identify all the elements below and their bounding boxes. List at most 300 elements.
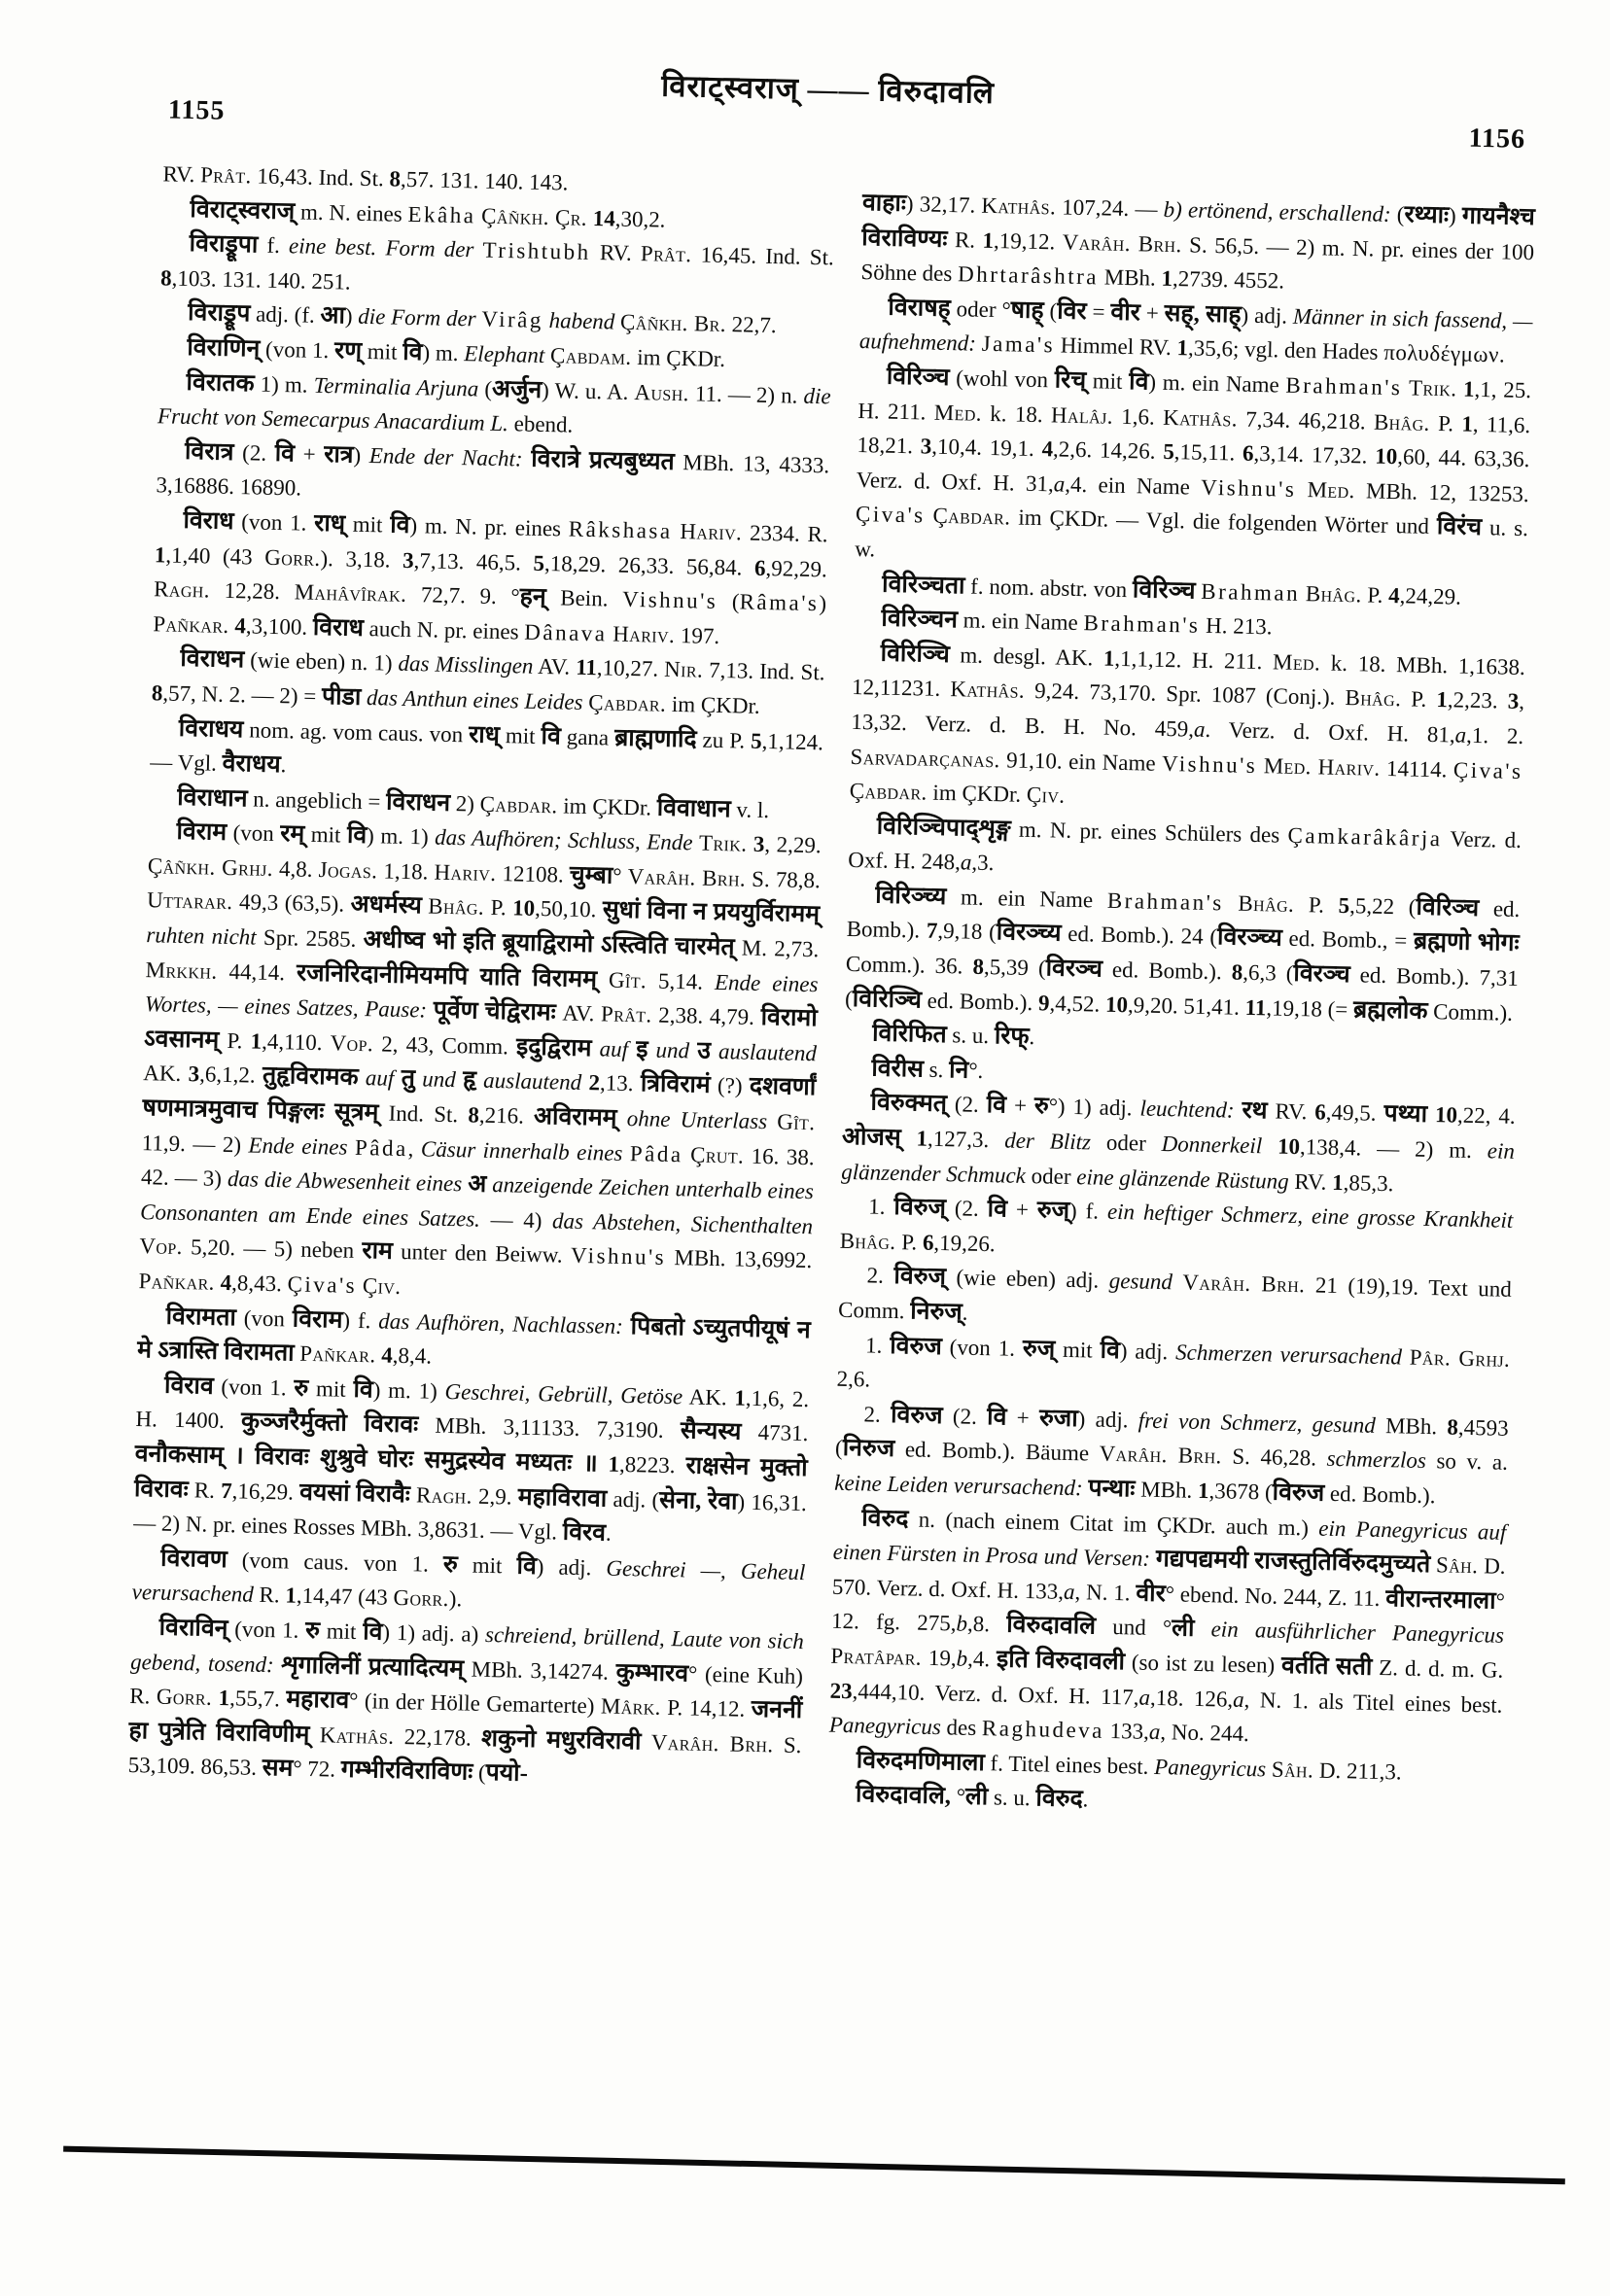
roman-text: ,55,7.	[228, 1686, 287, 1712]
devanagari-text: शकुनो मधुरविरावी	[480, 1724, 642, 1756]
roman-text: Comm.).	[1427, 998, 1514, 1026]
roman-text: ,22, 4.	[1456, 1103, 1516, 1130]
proper-name: Brahman's	[1106, 887, 1225, 916]
italic-text: a	[1063, 1579, 1075, 1604]
roman-text: 197.	[674, 622, 720, 648]
roman-text: oder	[1090, 1130, 1162, 1157]
bold-ref-number: 5	[1338, 892, 1350, 919]
roman-text: 1,18.	[377, 858, 435, 885]
bold-ref-number: 1	[218, 1686, 230, 1711]
roman-text: 2,9.	[472, 1483, 519, 1510]
devanagari-text: रजनिरिदानीमियमपि याति विरामम्	[296, 959, 598, 992]
devanagari-text: अधर्मस्य	[350, 891, 423, 920]
source-abbrev: Mahâvîrak.	[294, 579, 407, 608]
devanagari-text: विरिफित	[871, 1020, 947, 1049]
source-abbrev: Bhâg.	[1373, 409, 1431, 435]
source-abbrev: Bhâg.	[839, 1228, 896, 1254]
roman-text: mit	[304, 821, 348, 848]
devanagari-text: चुम्बा	[569, 861, 613, 889]
roman-text: ,216.	[478, 1102, 535, 1129]
devanagari-text: गम्भीरविराविणः	[340, 1757, 473, 1787]
roman-text: P. 14,12.	[660, 1695, 752, 1722]
italic-text: a	[1053, 471, 1066, 497]
italic-text: b	[956, 1611, 968, 1637]
proper-name: Vishnu's	[621, 586, 718, 614]
roman-text: oder	[1025, 1163, 1077, 1189]
roman-text: (	[478, 376, 493, 401]
roman-text: nom. ag. vom caus. von	[243, 716, 470, 747]
proper-name: Virâg	[481, 306, 544, 333]
roman-text: S. 46,28.	[1221, 1444, 1327, 1472]
italic-text: a	[1454, 722, 1467, 748]
roman-text: MBh.	[1098, 264, 1162, 291]
proper-name: Jama's	[981, 331, 1056, 358]
roman-text: n. angeblich =	[247, 786, 387, 815]
italic-text: schreiend, brüllend, Laute von sich gebend, tosend:	[129, 1621, 805, 1677]
roman-text: mit	[344, 511, 391, 538]
source-abbrev: Çabdar.	[932, 504, 1011, 530]
source-abbrev: Çabdar.	[588, 689, 667, 716]
devanagari-text: रिच्	[1054, 366, 1087, 395]
source-abbrev: Çâñkh. Çr.	[480, 203, 588, 230]
roman-text: — 4)	[479, 1206, 553, 1234]
roman-text	[1223, 890, 1238, 915]
roman-text: .	[962, 1300, 968, 1325]
italic-text: das Aufhören, Nachlassen:	[378, 1308, 624, 1339]
roman-text: .	[1082, 1787, 1089, 1812]
roman-text: 21 (19),19. Text und Comm.	[837, 1272, 1513, 1324]
bold-ref-number: 10	[1374, 443, 1398, 470]
source-abbrev: Ragh.	[415, 1481, 473, 1509]
roman-text: °	[612, 863, 628, 888]
source-abbrev: Prât.	[199, 162, 252, 189]
source-abbrev: Bhâg.	[1345, 685, 1402, 712]
roman-text: 2.	[866, 1263, 894, 1289]
roman-text: s.	[923, 1057, 950, 1083]
source-abbrev: Hariv.	[680, 518, 743, 545]
roman-text: .	[280, 752, 287, 778]
source-abbrev: Gît.	[777, 1109, 816, 1135]
roman-text: S. 53,109. 86,53.	[127, 1732, 802, 1781]
italic-text: Ende eines	[248, 1132, 348, 1160]
roman-text: ,10,27.	[596, 655, 665, 682]
devanagari-text: विरुज	[890, 1332, 943, 1360]
roman-text: ,5,39 (	[983, 955, 1046, 981]
roman-text: ed. Bomb.).	[846, 895, 1521, 944]
devanagari-text: शृगालिनीं प्रत्यादित्यम्	[281, 1651, 465, 1683]
devanagari-text: वि	[353, 1375, 374, 1404]
roman-text: 2)	[449, 790, 480, 817]
roman-text: ,138,4. — 2) m.	[1299, 1134, 1488, 1164]
italic-text: auslautend	[718, 1038, 818, 1066]
source-abbrev: Pañkar.	[153, 610, 229, 638]
italic-text: a	[1193, 716, 1206, 742]
bold-ref-number: 1	[285, 1583, 298, 1609]
roman-text: 11,9. — 2)	[141, 1130, 249, 1158]
bold-ref-number: 23	[829, 1678, 853, 1703]
source-abbrev: Bhâg.	[1305, 580, 1362, 607]
source-abbrev: Sâh.	[1435, 1552, 1479, 1579]
devanagari-text: विरुदावलि,	[855, 1781, 952, 1810]
roman-text: ° (in der Hölle Gemarterte)	[348, 1688, 602, 1719]
roman-text: ,2,23.	[1447, 687, 1509, 713]
devanagari-text: राक्षसेन मुक्तो विरावः	[133, 1452, 808, 1503]
roman-text: mit	[1085, 368, 1130, 395]
bold-ref-number: 4	[220, 1270, 232, 1296]
roman-text: ,50,10.	[534, 896, 604, 922]
devanagari-text: विराधन	[180, 645, 245, 674]
roman-text: )	[819, 591, 827, 616]
bold-ref-number: 3	[1507, 688, 1520, 714]
devanagari-text: विराध	[312, 613, 365, 642]
bold-ref-number: 6	[922, 1230, 934, 1255]
roman-text: MBh. 12, 13253.	[1354, 477, 1529, 506]
bold-ref-number: 1	[734, 1385, 747, 1410]
roman-text: (von 1.	[941, 1334, 1024, 1361]
roman-text: .	[1498, 342, 1505, 367]
devanagari-text: विरामो ऽवसानम्	[143, 1004, 819, 1054]
italic-text: schmerzlos	[1326, 1446, 1427, 1474]
bold-ref-number: 6	[753, 555, 766, 580]
devanagari-text: विराधन	[385, 788, 451, 817]
roman-text: P.	[895, 1229, 924, 1255]
roman-text: 1.	[867, 1194, 894, 1220]
roman-text: +	[1139, 300, 1165, 326]
roman-text: ,16,29.	[231, 1478, 300, 1505]
source-abbrev: Hariv.	[612, 621, 676, 647]
roman-text: (?)	[710, 1073, 751, 1099]
roman-text: 5,14.	[646, 968, 716, 994]
devanagari-text: रम्	[280, 820, 305, 848]
source-abbrev: Mârk.	[600, 1693, 662, 1721]
devanagari-text: विराविन्	[158, 1614, 228, 1643]
roman-text: , 13,32. Verz. d. B. H. No. 459,	[851, 689, 1525, 742]
roman-text: ,444,10. Verz. d. Oxf. H. 117,	[852, 1678, 1139, 1710]
devanagari-text: विराम	[176, 818, 228, 847]
roman-text: m. N. eines	[294, 198, 408, 226]
roman-text: ,24,29.	[1399, 582, 1462, 609]
roman-text: ,19,26.	[933, 1230, 996, 1257]
bold-ref-number: 5	[1163, 439, 1175, 465]
devanagari-text: तु	[401, 1065, 416, 1093]
devanagari-text: विरावण	[159, 1545, 228, 1573]
italic-text: Panegyricus	[828, 1712, 942, 1740]
roman-text: ,6,3 (	[1242, 959, 1294, 986]
roman-text: k. 18.	[981, 400, 1052, 427]
roman-text: ,8,4.	[392, 1342, 433, 1369]
devanagari-text: विरुदावलि	[1005, 1611, 1097, 1640]
left-column	[127, 157, 835, 1797]
devanagari-text: वि	[402, 338, 423, 366]
bold-ref-number: 10	[1104, 991, 1129, 1017]
roman-text: P.	[219, 1027, 251, 1054]
source-abbrev: Varâh. Brh.	[1182, 1270, 1306, 1298]
source-abbrev: Çiv.	[1026, 782, 1066, 808]
devanagari-text: राम	[362, 1237, 394, 1266]
roman-text	[1194, 1617, 1211, 1641]
italic-text: a	[1232, 1687, 1244, 1712]
italic-text: gesund	[1108, 1269, 1173, 1295]
proper-name: Pâda	[354, 1134, 408, 1161]
greek-text: πολυδέγμων	[1382, 340, 1500, 367]
roman-text: oder °	[950, 296, 1011, 323]
devanagari-text: विरातक	[186, 368, 255, 398]
devanagari-text: विराम	[292, 1305, 343, 1334]
roman-text: ,18,29. 26,33. 56,84.	[543, 550, 755, 580]
roman-text: im ÇKDr.	[557, 793, 658, 820]
roman-text: ,18. 126,	[1149, 1685, 1234, 1712]
devanagari-text: वि	[986, 1403, 1007, 1431]
roman-text: )	[344, 303, 359, 330]
bold-ref-number: 5	[750, 728, 762, 753]
roman-text: =	[1086, 298, 1111, 325]
roman-text: MBh.	[1135, 1477, 1199, 1503]
dictionary-entry	[133, 1368, 810, 1555]
bold-ref-number: 8	[972, 954, 985, 980]
roman-text: Bein.	[545, 585, 623, 611]
roman-text: (2.	[946, 1092, 988, 1118]
roman-text: , 2,29.	[764, 832, 822, 858]
devanagari-text: विराट्स्वराज्	[190, 195, 296, 225]
bold-ref-number: 4	[380, 1342, 394, 1368]
roman-text: ,1,1,12. H. 211.	[1114, 645, 1274, 675]
bold-ref-number: 8	[1231, 959, 1243, 985]
devanagari-text: सुधां विना न प्रययुर्विरामम्	[602, 896, 821, 928]
roman-text: +	[1006, 1405, 1040, 1431]
source-abbrev: Varâh. Brh.	[627, 863, 747, 891]
dictionary-entry	[841, 1085, 1516, 1203]
devanagari-text: रात्र	[323, 440, 354, 469]
source-abbrev: Gorr.	[156, 1684, 213, 1710]
source-abbrev: Uttarar.	[146, 887, 233, 915]
bold-ref-number: 1	[1436, 687, 1449, 713]
roman-text: ,8,43.	[230, 1270, 288, 1297]
roman-text: ,127,3.	[927, 1126, 1005, 1153]
proper-name: Raghudeva	[981, 1716, 1105, 1743]
bold-ref-number: 11	[575, 655, 598, 680]
devanagari-text: त्रिविरामं	[640, 1070, 711, 1099]
roman-text: (wie eben) n. 1)	[243, 647, 399, 677]
roman-text: mit	[1054, 1337, 1101, 1363]
italic-text: das Anthun eines Leides	[366, 684, 583, 714]
devanagari-text: विरामता	[165, 1303, 237, 1331]
roman-text: n. (nach einem Citat im ÇKDr. auch m.)	[908, 1506, 1319, 1541]
roman-text: ,6,1,2.	[198, 1061, 263, 1089]
roman-text: P.	[483, 895, 513, 921]
bold-ref-number: 8	[151, 680, 163, 706]
roman-text: im ÇKDr. — Vgl. die folgenden Wörter und	[1010, 504, 1438, 539]
source-abbrev: Çâñkh. Grhj.	[147, 853, 274, 881]
roman-text: )	[353, 442, 370, 468]
bold-ref-number: 3	[402, 547, 414, 573]
roman-text: ,7,13. 46,5.	[413, 547, 534, 575]
devanagari-text: विराषह्	[888, 294, 952, 322]
devanagari-text: वीर	[1110, 298, 1141, 327]
devanagari-text: ओजस्	[841, 1123, 901, 1152]
bold-ref-number: 3	[920, 434, 932, 459]
devanagari-text: वि	[516, 1552, 538, 1580]
roman-text: mit	[361, 338, 403, 365]
roman-text: ,4593 (	[834, 1414, 1509, 1461]
roman-text: (	[718, 589, 740, 614]
devanagari-text: विरिञ्चन	[881, 605, 959, 634]
roman-text: u. s. w.	[854, 515, 1529, 562]
source-abbrev: Sâh.	[1271, 1757, 1314, 1783]
roman-text: +	[1005, 1093, 1035, 1119]
bold-ref-number: 10	[1277, 1133, 1301, 1160]
roman-text	[1262, 1133, 1278, 1158]
devanagari-text: महाविरावा	[517, 1483, 608, 1513]
bold-ref-number: 7	[926, 919, 938, 944]
dictionary-entry	[828, 1500, 1506, 1757]
devanagari-text: विराड्रूपा	[189, 230, 259, 259]
roman-text: im ÇKDr.	[631, 344, 726, 371]
roman-text: ) m. 1)	[366, 823, 436, 850]
roman-text: des	[940, 1715, 983, 1741]
devanagari-text: विरिञ्चिपाद्शृङ्ग	[876, 813, 1011, 843]
roman-text: ,4,52.	[1049, 991, 1106, 1017]
italic-text: das Aufhören; Schluss, Ende	[434, 824, 693, 855]
roman-text: ,8.	[966, 1612, 1007, 1637]
roman-text: R.	[188, 1477, 222, 1503]
roman-text: ,3,100.	[245, 613, 314, 640]
roman-text: MBh.	[1375, 1412, 1448, 1440]
roman-text: ). 3,18.	[320, 545, 403, 573]
roman-text: )	[1448, 203, 1463, 228]
devanagari-text: रुज्	[1036, 1197, 1070, 1225]
roman-text: D. 570. Verz. d. Oxf. H. 133,	[831, 1553, 1506, 1604]
source-abbrev: Pañkar.	[299, 1340, 376, 1368]
italic-text: die Frucht von Semecarpus Anacardium L.	[157, 383, 831, 436]
devanagari-text: रु	[294, 1374, 309, 1402]
roman-text: (von	[226, 820, 281, 847]
devanagari-text: ब्रह्मलोक	[1352, 995, 1428, 1025]
roman-text: 133,	[1103, 1718, 1150, 1744]
roman-text: (	[1043, 297, 1058, 324]
source-abbrev: Kathâs.	[1162, 404, 1239, 432]
roman-text: ,1,6, 2. H. 1400.	[135, 1385, 810, 1434]
bold-ref-number: 3	[752, 832, 765, 857]
italic-text: leuchtend:	[1139, 1096, 1235, 1124]
roman-text: ) f.	[1068, 1199, 1108, 1225]
italic-text: ein glänzender Schmuck	[841, 1138, 1516, 1188]
roman-text: (wohl von	[949, 365, 1056, 393]
devanagari-text: विरुद	[860, 1504, 909, 1532]
roman-text: ,92,29.	[765, 555, 828, 581]
roman-text: ,57, N. 2. — 2) =	[162, 680, 323, 709]
roman-text: ,35,6; vgl. den Hades	[1187, 335, 1384, 365]
roman-text: zu P.	[696, 726, 752, 753]
devanagari-text: जननीं हा पुत्रेति विराविणीम्	[128, 1696, 803, 1748]
devanagari-text: विराड्रूप	[187, 299, 251, 328]
bold-ref-number: 1	[1461, 411, 1474, 436]
roman-text: ,	[407, 1135, 422, 1162]
roman-text: Spr. 2585.	[256, 924, 364, 953]
roman-text: ,1,124. — Vgl.	[150, 728, 824, 776]
proper-name: Brahman's	[1285, 372, 1403, 400]
roman-text: 14114.	[1380, 755, 1454, 782]
source-abbrev: Çiv.	[362, 1273, 402, 1299]
devanagari-text: रुजा	[1038, 1405, 1078, 1432]
dictionary-entry	[127, 1610, 804, 1797]
bold-ref-number: 6	[1314, 1099, 1327, 1126]
roman-text: ,3678 (	[1208, 1478, 1273, 1505]
roman-text: so v. a.	[1425, 1448, 1509, 1476]
devanagari-text: दशवर्णां षणमात्रमुवाच पिङ्गलः सूत्रम्	[142, 1073, 817, 1127]
devanagari-text: विरात्रे प्रत्यबुध्यत	[530, 445, 675, 475]
roman-text: ° (eine Kuh) R.	[129, 1661, 804, 1709]
roman-text: 2,38. 4,79.	[651, 1002, 761, 1030]
devanagari-text: पन्थाः	[1088, 1475, 1136, 1503]
roman-text: ) f.	[342, 1307, 379, 1334]
devanagari-text: षाह्	[1010, 296, 1044, 324]
roman-text: 2.	[863, 1402, 892, 1427]
proper-name: Râkshasa	[568, 516, 673, 543]
roman-text: im ÇKDr.	[665, 691, 760, 718]
devanagari-text: रिफ्	[994, 1023, 1030, 1051]
source-abbrev: Mrkkh.	[145, 957, 218, 984]
roman-text	[1172, 1270, 1183, 1295]
roman-text: Comm.). 36.	[845, 951, 973, 979]
devanagari-text: विरुक्मत्	[870, 1089, 948, 1118]
bold-ref-number: 9	[1037, 990, 1050, 1016]
devanagari-text: सह्, साह्	[1164, 299, 1242, 329]
devanagari-text: सेना, रेवा	[658, 1486, 738, 1515]
devanagari-text: विराणिन्	[187, 333, 261, 363]
bold-ref-number: 1	[1331, 1169, 1344, 1195]
roman-text: ° 72.	[293, 1756, 342, 1783]
devanagari-text: पयो-	[485, 1759, 529, 1788]
devanagari-text: विराधय	[178, 714, 244, 743]
roman-text: ,4,110.	[261, 1028, 331, 1056]
bold-ref-number: 1	[1161, 265, 1173, 292]
devanagari-text: अर्जुन	[491, 375, 542, 403]
devanagari-text: गद्यपद्यमयी राजस्तुतिर्विरुदमुच्यते	[1155, 1546, 1431, 1579]
roman-text: ,60, 44. 63,36. Verz. d. Oxf. H. 31,	[856, 444, 1530, 497]
devanagari-text: विरञ्च्य	[996, 919, 1062, 948]
italic-text: Donnerkeil	[1161, 1131, 1263, 1159]
roman-text: ,9,20. 51,41.	[1127, 991, 1245, 1020]
roman-text: (2.	[233, 439, 276, 466]
bold-ref-number: 1	[1102, 645, 1115, 671]
roman-text: S. 78,8.	[745, 866, 822, 893]
devanagari-text: विरीस	[871, 1055, 925, 1083]
page-bottom-rule	[63, 2146, 1565, 2185]
devanagari-text: विर	[1056, 297, 1087, 325]
source-abbrev: Varâh. Brh.	[650, 1729, 774, 1757]
bold-ref-number: 1	[982, 227, 995, 253]
devanagari-text: पिबतो ऽच्युतपीयूषं न मे ऽत्रास्ति विरामता	[136, 1312, 812, 1367]
source-abbrev: Med.	[1272, 649, 1321, 676]
bold-ref-number: 5	[533, 550, 545, 575]
roman-text: RV.	[162, 161, 201, 188]
roman-text: S. 56,5. — 2) m. N. pr. eines der 100 Söhne des	[860, 231, 1535, 287]
proper-name: Dhrtarâshtra	[957, 261, 1100, 290]
source-abbrev: Vop.	[330, 1030, 374, 1057]
devanagari-text: वि	[986, 1092, 1007, 1119]
roman-text: ) adj.	[1241, 302, 1294, 329]
roman-text: M. 2,73.	[734, 935, 820, 962]
devanagari-text: विरिञ्च	[1416, 893, 1480, 922]
proper-name: Çiva's	[287, 1271, 358, 1298]
italic-text: der Blitz	[1003, 1128, 1092, 1155]
italic-text: frei von Schmerz, gesund	[1138, 1408, 1377, 1438]
roman-text: R.	[947, 226, 983, 253]
roman-text: +	[1006, 1197, 1038, 1223]
devanagari-text: विराध	[183, 506, 234, 535]
roman-text: mit	[499, 722, 542, 748]
right-column	[827, 186, 1535, 1826]
